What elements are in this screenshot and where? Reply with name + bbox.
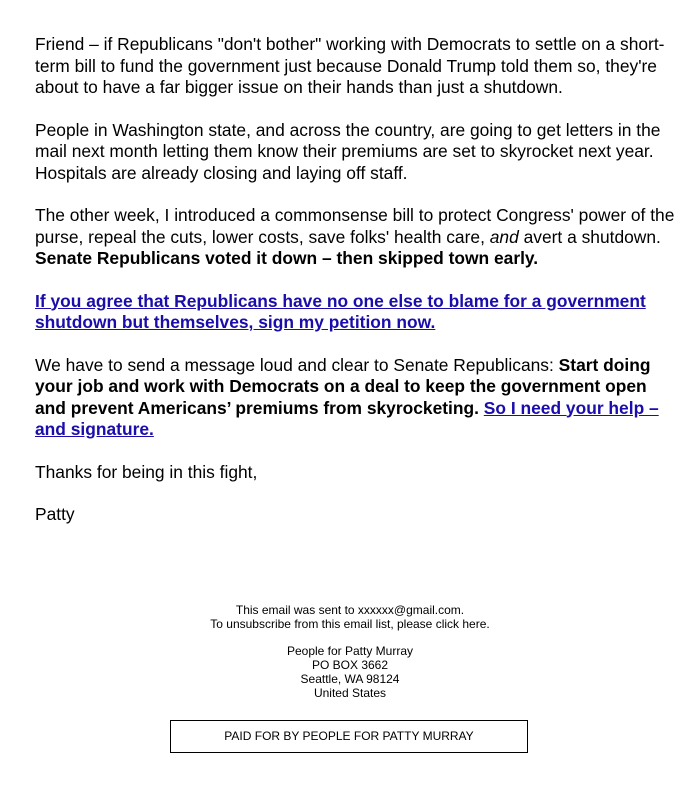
- bill-paragraph: [35, 205, 675, 270]
- bill-text: The other week, I introduced a commonsense bill to protect Congress' power of the purse, repeal the cuts, lower costs, save folks' health care,: [35, 205, 675, 247]
- signature: Patty: [35, 504, 75, 524]
- address-city: Seattle, WA 98124: [300, 672, 400, 686]
- email-body: [35, 34, 675, 547]
- unsubscribe-text[interactable]: To unsubscribe from this email list, please click here.: [210, 617, 490, 631]
- message-text: We have to send a message loud and clear to Senate Republicans:: [35, 354, 559, 375]
- email-footer: [0, 603, 700, 713]
- sent-to-text: This email was sent to xxxxxx@gmail.com.: [235, 603, 465, 617]
- petition-link[interactable]: If you agree that Republicans have no one else to blame for a government shutdown but themselves, sign my petition now.: [35, 290, 646, 332]
- bill-bold-text: Senate Republicans voted it down – then skipped town early.: [35, 248, 539, 268]
- message-paragraph: [35, 355, 675, 441]
- address-country: United States: [313, 686, 387, 700]
- bill-italic-text: and: [489, 226, 519, 247]
- footer-notice: [0, 603, 700, 631]
- intro-paragraph: Friend – if Republicans "don't bother" working with Democrats to settle on a short-term bill to fund the government just because Donald Trump told them so, they're about to have a far bigger issue on their hands than just a shutdown.: [35, 34, 665, 97]
- address-po-box: PO BOX 3662: [311, 658, 389, 672]
- help-signature-link[interactable]: So I need your help – and signature.: [35, 397, 659, 439]
- bill-text-continued: avert a shutdown.: [518, 226, 661, 247]
- message-bold-text: Start doing your job and work with Democrats on a deal to keep the government open and prevent Americans’ premiums from skyrocketing.: [35, 354, 651, 418]
- address-org: People for Patty Murray: [286, 644, 414, 658]
- premiums-paragraph: People in Washington state, and across the country, are going to get letters in the mail next month letting them know their premiums are set to skyrocket next year. Hospitals are already closing and laying off staff.: [35, 119, 661, 183]
- paid-for-disclaimer: PAID FOR BY PEOPLE FOR PATTY MURRAY: [170, 720, 528, 753]
- mailing-address: [0, 644, 700, 700]
- closing-text: Thanks for being in this fight,: [35, 461, 258, 482]
- petition-paragraph: [35, 291, 675, 334]
